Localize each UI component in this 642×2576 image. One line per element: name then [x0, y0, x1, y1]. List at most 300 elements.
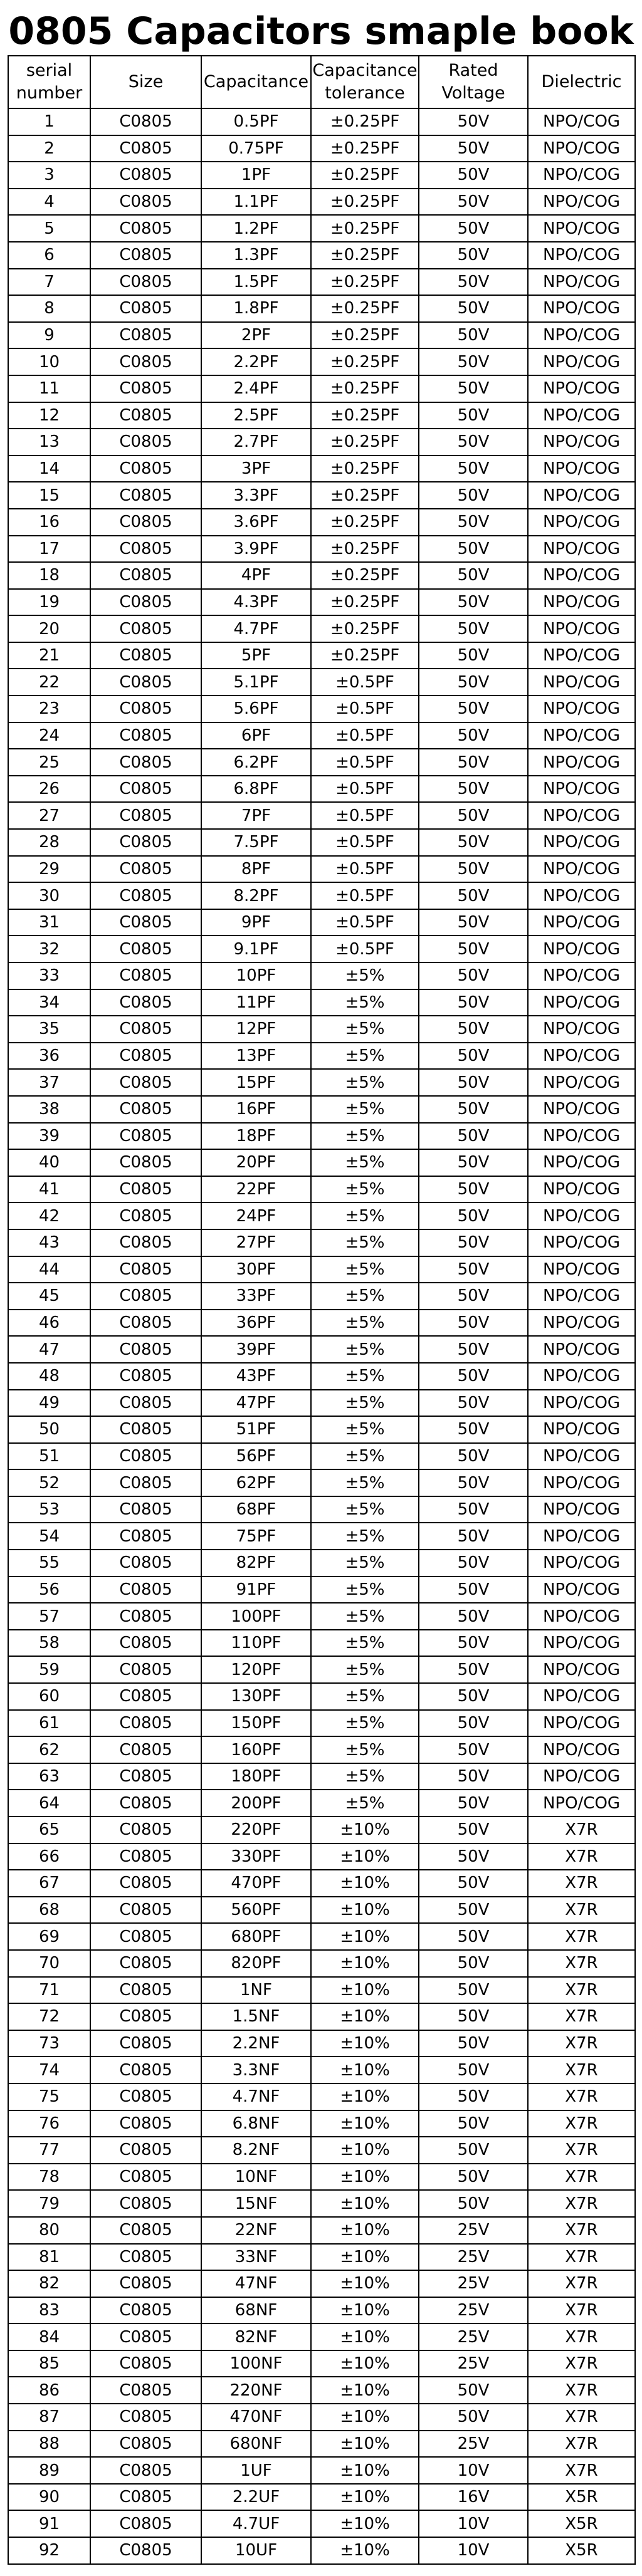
- cell-rated-voltage: 50V: [419, 2404, 528, 2431]
- cell-rated-voltage: 50V: [419, 135, 528, 162]
- cell-tolerance: ±0.25PF: [311, 322, 419, 349]
- cell-dielectric: X7R: [528, 2003, 635, 2030]
- cell-dielectric: X5R: [528, 2484, 635, 2511]
- cell-size: C0805: [90, 2350, 201, 2377]
- cell-serial-number: 82: [8, 2270, 90, 2297]
- cell-size: C0805: [90, 749, 201, 776]
- cell-serial-number: 64: [8, 1790, 90, 1817]
- cell-capacitance: 15NF: [201, 2190, 311, 2217]
- cell-dielectric: NPO/COG: [528, 1123, 635, 1150]
- cell-tolerance: ±10%: [311, 2537, 419, 2564]
- cell-dielectric: X5R: [528, 2510, 635, 2537]
- cell-size: C0805: [90, 348, 201, 375]
- table-row: [8, 2110, 635, 2137]
- cell-dielectric: NPO/COG: [528, 1283, 635, 1310]
- table-row: [8, 989, 635, 1016]
- cell-serial-number: 77: [8, 2137, 90, 2164]
- cell-size: C0805: [90, 482, 201, 509]
- cell-rated-voltage: 50V: [419, 348, 528, 375]
- cell-capacitance: 6.8PF: [201, 776, 311, 803]
- cell-size: C0805: [90, 1950, 201, 1977]
- cell-tolerance: ±0.25PF: [311, 295, 419, 322]
- table-row: [8, 2404, 635, 2431]
- cell-capacitance: 6.8NF: [201, 2110, 311, 2137]
- table-row: [8, 749, 635, 776]
- cell-rated-voltage: 10V: [419, 2510, 528, 2537]
- cell-capacitance: 8PF: [201, 856, 311, 883]
- cell-serial-number: 31: [8, 909, 90, 936]
- cell-dielectric: NPO/COG: [528, 562, 635, 589]
- cell-dielectric: NPO/COG: [528, 189, 635, 216]
- cell-dielectric: NPO/COG: [528, 242, 635, 269]
- cell-rated-voltage: 50V: [419, 1123, 528, 1150]
- cell-rated-voltage: 50V: [419, 1202, 528, 1229]
- cell-capacitance: 110PF: [201, 1630, 311, 1657]
- cell-serial-number: 20: [8, 615, 90, 642]
- cell-size: C0805: [90, 1043, 201, 1070]
- table-row: [8, 2003, 635, 2030]
- cell-capacitance: 200PF: [201, 1790, 311, 1817]
- cell-serial-number: 3: [8, 162, 90, 189]
- table-row: [8, 1496, 635, 1523]
- cell-rated-voltage: 50V: [419, 962, 528, 989]
- cell-serial-number: 75: [8, 2083, 90, 2110]
- cell-rated-voltage: 50V: [419, 1390, 528, 1417]
- cell-capacitance: 4PF: [201, 562, 311, 589]
- cell-rated-voltage: 50V: [419, 456, 528, 482]
- table-row: [8, 1043, 635, 1070]
- cell-dielectric: X7R: [528, 2110, 635, 2137]
- cell-serial-number: 85: [8, 2350, 90, 2377]
- cell-size: C0805: [90, 1390, 201, 1417]
- cell-dielectric: X7R: [528, 2270, 635, 2297]
- table-row: [8, 536, 635, 563]
- cell-rated-voltage: 50V: [419, 2057, 528, 2083]
- cell-serial-number: 16: [8, 509, 90, 536]
- cell-rated-voltage: 50V: [419, 882, 528, 909]
- cell-tolerance: ±0.5PF: [311, 722, 419, 749]
- cell-dielectric: NPO/COG: [528, 615, 635, 642]
- cell-serial-number: 8: [8, 295, 90, 322]
- cell-size: C0805: [90, 2244, 201, 2271]
- cell-size: C0805: [90, 1443, 201, 1470]
- cell-capacitance: 22NF: [201, 2217, 311, 2244]
- table-row: [8, 2297, 635, 2324]
- cell-capacitance: 56PF: [201, 1443, 311, 1470]
- cell-dielectric: NPO/COG: [528, 1736, 635, 1763]
- cell-size: C0805: [90, 909, 201, 936]
- cell-tolerance: ±5%: [311, 1603, 419, 1630]
- cell-serial-number: 10: [8, 348, 90, 375]
- cell-size: C0805: [90, 1790, 201, 1817]
- cell-dielectric: NPO/COG: [528, 1310, 635, 1337]
- table-row: [8, 696, 635, 722]
- cell-size: C0805: [90, 2164, 201, 2191]
- cell-capacitance: 4.3PF: [201, 589, 311, 616]
- table-row: [8, 1123, 635, 1150]
- cell-tolerance: ±5%: [311, 1550, 419, 1577]
- cell-serial-number: 43: [8, 1229, 90, 1256]
- cell-rated-voltage: 50V: [419, 2190, 528, 2217]
- cell-size: C0805: [90, 1817, 201, 1843]
- cell-dielectric: X7R: [528, 2030, 635, 2057]
- cell-serial-number: 91: [8, 2510, 90, 2537]
- cell-size: C0805: [90, 2404, 201, 2431]
- cell-rated-voltage: 50V: [419, 1870, 528, 1897]
- table-row: [8, 2057, 635, 2083]
- table-row: [8, 962, 635, 989]
- table-row: [8, 909, 635, 936]
- cell-capacitance: 1.5NF: [201, 2003, 311, 2030]
- cell-dielectric: NPO/COG: [528, 348, 635, 375]
- cell-serial-number: 25: [8, 749, 90, 776]
- cell-dielectric: NPO/COG: [528, 882, 635, 909]
- cell-capacitance: 33NF: [201, 2244, 311, 2271]
- cell-tolerance: ±0.5PF: [311, 829, 419, 856]
- cell-capacitance: 160PF: [201, 1736, 311, 1763]
- cell-capacitance: 6.2PF: [201, 749, 311, 776]
- table-row: [8, 162, 635, 189]
- cell-rated-voltage: 50V: [419, 1043, 528, 1070]
- cell-rated-voltage: 50V: [419, 2110, 528, 2137]
- cell-tolerance: ±0.25PF: [311, 615, 419, 642]
- cell-tolerance: ±5%: [311, 1016, 419, 1043]
- table-row: [8, 669, 635, 696]
- cell-tolerance: ±0.25PF: [311, 429, 419, 456]
- cell-dielectric: X7R: [528, 1950, 635, 1977]
- header-rated-voltage: Rated Voltage: [419, 56, 528, 108]
- cell-dielectric: X7R: [528, 2323, 635, 2350]
- table-row: [8, 1069, 635, 1096]
- cell-size: C0805: [90, 1656, 201, 1683]
- cell-dielectric: NPO/COG: [528, 1416, 635, 1443]
- table-row: [8, 1416, 635, 1443]
- cell-tolerance: ±0.25PF: [311, 242, 419, 269]
- cell-tolerance: ±5%: [311, 1043, 419, 1070]
- cell-capacitance: 68PF: [201, 1496, 311, 1523]
- header-capacitance-tolerance: Capacitance tolerance: [311, 56, 419, 108]
- cell-serial-number: 72: [8, 2003, 90, 2030]
- cell-tolerance: ±10%: [311, 2404, 419, 2431]
- cell-serial-number: 59: [8, 1656, 90, 1683]
- cell-serial-number: 22: [8, 669, 90, 696]
- cell-tolerance: ±0.25PF: [311, 375, 419, 402]
- cell-size: C0805: [90, 1016, 201, 1043]
- cell-rated-voltage: 50V: [419, 2164, 528, 2191]
- cell-dielectric: NPO/COG: [528, 1469, 635, 1496]
- cell-rated-voltage: 50V: [419, 189, 528, 216]
- cell-serial-number: 52: [8, 1469, 90, 1496]
- cell-serial-number: 2: [8, 135, 90, 162]
- cell-serial-number: 32: [8, 936, 90, 962]
- cell-capacitance: 47PF: [201, 1390, 311, 1417]
- cell-capacitance: 680PF: [201, 1923, 311, 1950]
- table-row: [8, 1630, 635, 1657]
- cell-size: C0805: [90, 2510, 201, 2537]
- cell-size: C0805: [90, 1843, 201, 1870]
- cell-rated-voltage: 50V: [419, 1843, 528, 1870]
- cell-capacitance: 2.2PF: [201, 348, 311, 375]
- cell-serial-number: 74: [8, 2057, 90, 2083]
- header-size: Size: [90, 56, 201, 108]
- cell-rated-voltage: 50V: [419, 1683, 528, 1710]
- cell-dielectric: X7R: [528, 2217, 635, 2244]
- cell-rated-voltage: 25V: [419, 2297, 528, 2324]
- cell-tolerance: ±10%: [311, 2190, 419, 2217]
- cell-rated-voltage: 50V: [419, 1630, 528, 1657]
- table-row: [8, 2510, 635, 2537]
- cell-size: C0805: [90, 429, 201, 456]
- cell-serial-number: 60: [8, 1683, 90, 1710]
- cell-dielectric: X7R: [528, 1843, 635, 1870]
- cell-size: C0805: [90, 2057, 201, 2083]
- table-row: [8, 589, 635, 616]
- cell-tolerance: ±0.25PF: [311, 135, 419, 162]
- cell-dielectric: X7R: [528, 2083, 635, 2110]
- table-row: [8, 456, 635, 482]
- cell-size: C0805: [90, 802, 201, 829]
- cell-tolerance: ±0.25PF: [311, 189, 419, 216]
- cell-tolerance: ±5%: [311, 1123, 419, 1150]
- cell-capacitance: 3.9PF: [201, 536, 311, 563]
- cell-capacitance: 150PF: [201, 1710, 311, 1737]
- table-row: [8, 1523, 635, 1550]
- cell-tolerance: ±0.25PF: [311, 482, 419, 509]
- table-row: [8, 2083, 635, 2110]
- cell-dielectric: X7R: [528, 2457, 635, 2484]
- cell-capacitance: 20PF: [201, 1149, 311, 1176]
- cell-dielectric: NPO/COG: [528, 749, 635, 776]
- cell-rated-voltage: 50V: [419, 589, 528, 616]
- table-row: [8, 2217, 635, 2244]
- cell-serial-number: 40: [8, 1149, 90, 1176]
- cell-size: C0805: [90, 1977, 201, 2004]
- cell-tolerance: ±5%: [311, 1710, 419, 1737]
- table-row: [8, 1950, 635, 1977]
- cell-tolerance: ±0.5PF: [311, 749, 419, 776]
- cell-rated-voltage: 50V: [419, 1950, 528, 1977]
- cell-tolerance: ±0.25PF: [311, 509, 419, 536]
- cell-size: C0805: [90, 509, 201, 536]
- cell-dielectric: NPO/COG: [528, 1523, 635, 1550]
- cell-serial-number: 24: [8, 722, 90, 749]
- table-row: [8, 642, 635, 669]
- cell-size: C0805: [90, 2190, 201, 2217]
- cell-dielectric: NPO/COG: [528, 429, 635, 456]
- cell-tolerance: ±5%: [311, 989, 419, 1016]
- table-row: [8, 2431, 635, 2458]
- cell-size: C0805: [90, 242, 201, 269]
- cell-capacitance: 18PF: [201, 1123, 311, 1150]
- cell-serial-number: 47: [8, 1336, 90, 1363]
- cell-serial-number: 87: [8, 2404, 90, 2431]
- cell-capacitance: 62PF: [201, 1469, 311, 1496]
- cell-serial-number: 81: [8, 2244, 90, 2271]
- cell-dielectric: NPO/COG: [528, 108, 635, 135]
- table-row: [8, 882, 635, 909]
- cell-capacitance: 180PF: [201, 1763, 311, 1790]
- cell-tolerance: ±0.5PF: [311, 909, 419, 936]
- cell-size: C0805: [90, 589, 201, 616]
- cell-tolerance: ±10%: [311, 1843, 419, 1870]
- cell-dielectric: NPO/COG: [528, 722, 635, 749]
- cell-dielectric: NPO/COG: [528, 1069, 635, 1096]
- table-row: [8, 1763, 635, 1790]
- cell-size: C0805: [90, 215, 201, 242]
- table-row: [8, 562, 635, 589]
- cell-dielectric: NPO/COG: [528, 962, 635, 989]
- cell-rated-voltage: 50V: [419, 242, 528, 269]
- table-row: [8, 2537, 635, 2564]
- cell-tolerance: ±5%: [311, 1229, 419, 1256]
- cell-serial-number: 38: [8, 1096, 90, 1123]
- cell-serial-number: 76: [8, 2110, 90, 2137]
- cell-rated-voltage: 50V: [419, 1977, 528, 2004]
- cell-rated-voltage: 50V: [419, 322, 528, 349]
- cell-serial-number: 89: [8, 2457, 90, 2484]
- cell-dielectric: NPO/COG: [528, 1710, 635, 1737]
- cell-dielectric: NPO/COG: [528, 375, 635, 402]
- cell-size: C0805: [90, 1363, 201, 1390]
- cell-capacitance: 47NF: [201, 2270, 311, 2297]
- table-row: [8, 1683, 635, 1710]
- cell-size: C0805: [90, 2484, 201, 2511]
- cell-capacitance: 8.2NF: [201, 2137, 311, 2164]
- table-row: [8, 348, 635, 375]
- cell-size: C0805: [90, 1870, 201, 1897]
- table-row: [8, 242, 635, 269]
- cell-rated-voltage: 50V: [419, 1176, 528, 1203]
- cell-size: C0805: [90, 135, 201, 162]
- cell-capacitance: 470NF: [201, 2404, 311, 2431]
- cell-rated-voltage: 50V: [419, 1416, 528, 1443]
- table-row: [8, 429, 635, 456]
- cell-rated-voltage: 50V: [419, 1496, 528, 1523]
- cell-serial-number: 30: [8, 882, 90, 909]
- cell-capacitance: 10PF: [201, 962, 311, 989]
- cell-tolerance: ±0.25PF: [311, 402, 419, 429]
- cell-rated-voltage: 25V: [419, 2244, 528, 2271]
- cell-serial-number: 33: [8, 962, 90, 989]
- cell-capacitance: 24PF: [201, 1202, 311, 1229]
- cell-serial-number: 88: [8, 2431, 90, 2458]
- cell-rated-voltage: 50V: [419, 162, 528, 189]
- cell-rated-voltage: 50V: [419, 1523, 528, 1550]
- cell-tolerance: ±10%: [311, 2030, 419, 2057]
- cell-capacitance: 330PF: [201, 1843, 311, 1870]
- table-row: [8, 2457, 635, 2484]
- cell-size: C0805: [90, 2270, 201, 2297]
- cell-capacitance: 130PF: [201, 1683, 311, 1710]
- cell-capacitance: 4.7NF: [201, 2083, 311, 2110]
- cell-capacitance: 2.4PF: [201, 375, 311, 402]
- cell-rated-voltage: 50V: [419, 2083, 528, 2110]
- cell-dielectric: X7R: [528, 1897, 635, 1924]
- cell-serial-number: 15: [8, 482, 90, 509]
- cell-dielectric: X7R: [528, 2137, 635, 2164]
- cell-tolerance: ±5%: [311, 1523, 419, 1550]
- cell-capacitance: 8.2PF: [201, 882, 311, 909]
- cell-rated-voltage: 50V: [419, 1310, 528, 1337]
- cell-size: C0805: [90, 295, 201, 322]
- table-row: [8, 1176, 635, 1203]
- cell-serial-number: 27: [8, 802, 90, 829]
- cell-capacitance: 82NF: [201, 2323, 311, 2350]
- cell-tolerance: ±5%: [311, 1577, 419, 1603]
- table-row: [8, 1656, 635, 1683]
- cell-rated-voltage: 50V: [419, 1283, 528, 1310]
- cell-capacitance: 10UF: [201, 2537, 311, 2564]
- cell-tolerance: ±5%: [311, 962, 419, 989]
- cell-size: C0805: [90, 189, 201, 216]
- cell-capacitance: 2.2NF: [201, 2030, 311, 2057]
- cell-size: C0805: [90, 1176, 201, 1203]
- cell-size: C0805: [90, 1336, 201, 1363]
- cell-dielectric: NPO/COG: [528, 1496, 635, 1523]
- cell-tolerance: ±10%: [311, 2003, 419, 2030]
- cell-tolerance: ±0.5PF: [311, 696, 419, 722]
- cell-rated-voltage: 50V: [419, 1443, 528, 1470]
- cell-serial-number: 56: [8, 1577, 90, 1603]
- cell-size: C0805: [90, 1149, 201, 1176]
- cell-size: C0805: [90, 1710, 201, 1737]
- cell-rated-voltage: 50V: [419, 989, 528, 1016]
- cell-rated-voltage: 50V: [419, 829, 528, 856]
- cell-tolerance: ±0.5PF: [311, 936, 419, 962]
- cell-size: C0805: [90, 1603, 201, 1630]
- cell-capacitance: 1.1PF: [201, 189, 311, 216]
- cell-capacitance: 68NF: [201, 2297, 311, 2324]
- cell-size: C0805: [90, 1069, 201, 1096]
- cell-capacitance: 5.1PF: [201, 669, 311, 696]
- cell-serial-number: 45: [8, 1283, 90, 1310]
- cell-rated-voltage: 50V: [419, 1736, 528, 1763]
- cell-size: C0805: [90, 882, 201, 909]
- cell-serial-number: 36: [8, 1043, 90, 1070]
- table-row: [8, 322, 635, 349]
- table-row: [8, 1550, 635, 1577]
- cell-capacitance: 5PF: [201, 642, 311, 669]
- cell-serial-number: 73: [8, 2030, 90, 2057]
- cell-rated-voltage: 50V: [419, 1790, 528, 1817]
- cell-rated-voltage: 50V: [419, 909, 528, 936]
- cell-capacitance: 16PF: [201, 1096, 311, 1123]
- cell-capacitance: 5.6PF: [201, 696, 311, 722]
- cell-size: C0805: [90, 856, 201, 883]
- cell-dielectric: X7R: [528, 1977, 635, 2004]
- cell-tolerance: ±10%: [311, 2323, 419, 2350]
- cell-dielectric: NPO/COG: [528, 1683, 635, 1710]
- table-row: [8, 1256, 635, 1283]
- capacitor-table: [8, 55, 636, 2565]
- cell-tolerance: ±10%: [311, 1923, 419, 1950]
- cell-tolerance: ±5%: [311, 1283, 419, 1310]
- cell-tolerance: ±5%: [311, 1469, 419, 1496]
- header-dielectric: Dielectric: [528, 56, 635, 108]
- cell-capacitance: 1UF: [201, 2457, 311, 2484]
- cell-size: C0805: [90, 2137, 201, 2164]
- cell-capacitance: 2.7PF: [201, 429, 311, 456]
- cell-capacitance: 1.2PF: [201, 215, 311, 242]
- cell-tolerance: ±5%: [311, 1683, 419, 1710]
- cell-dielectric: NPO/COG: [528, 669, 635, 696]
- cell-tolerance: ±10%: [311, 2350, 419, 2377]
- cell-capacitance: 30PF: [201, 1256, 311, 1283]
- cell-tolerance: ±5%: [311, 1416, 419, 1443]
- cell-dielectric: X7R: [528, 2190, 635, 2217]
- table-row: [8, 375, 635, 402]
- cell-rated-voltage: 50V: [419, 402, 528, 429]
